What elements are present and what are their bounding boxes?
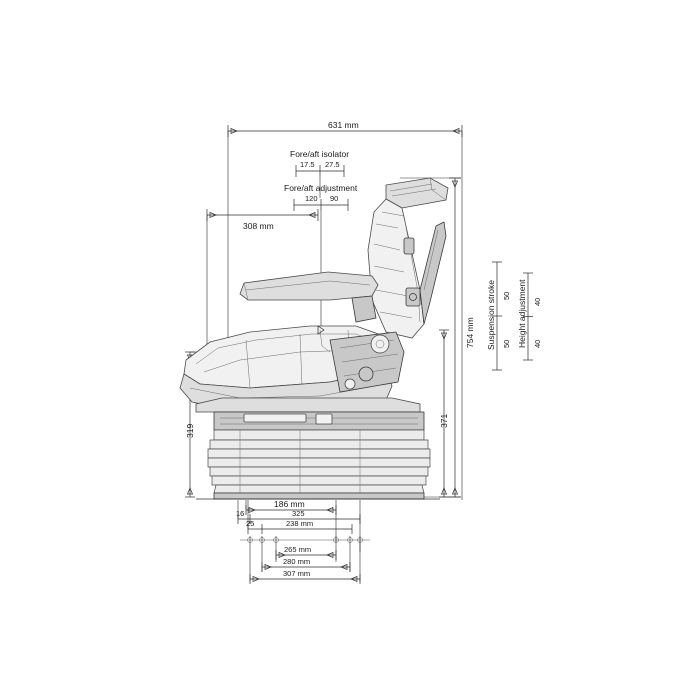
label-fore-aft-isolator-left: 17.5 — [300, 160, 315, 169]
label-height-adjustment-lower: 40 — [533, 339, 542, 348]
label-overall-height: 754 mm — [465, 317, 475, 348]
label-base-280: 280 mm — [283, 557, 311, 566]
label-seat-depth: 308 mm — [243, 221, 274, 231]
label-base-25: 25 — [246, 519, 255, 528]
label-base-307: 307 mm — [283, 569, 311, 578]
label-suspension-stroke: Suspension stroke — [486, 280, 496, 350]
label-fore-aft-adjustment: Fore/aft adjustment — [284, 183, 358, 193]
label-seat-height: 319 — [185, 423, 195, 438]
label-fore-aft-adjustment-right: 90 — [330, 194, 339, 203]
label-fore-aft-isolator: Fore/aft isolator — [290, 149, 350, 159]
label-fore-aft-adjustment-left: 120 — [305, 194, 318, 203]
label-fore-aft-isolator-right: 27.5 — [325, 160, 340, 169]
label-base-325: 325 — [292, 509, 305, 518]
label-height-adjustment: Height adjustment — [517, 279, 527, 348]
label-base-height: 371 — [439, 413, 449, 428]
label-overall-width: 631 mm — [328, 120, 359, 130]
label-suspension-stroke-lower: 50 — [502, 339, 511, 348]
dimension-fore-aft-adjustment — [294, 199, 348, 330]
label-base-186: 186 mm — [274, 499, 305, 509]
label-height-adjustment-upper: 40 — [533, 297, 542, 306]
label-base-16: 16 — [236, 509, 245, 518]
label-base-238: 238 mm — [286, 519, 314, 528]
label-base-265: 265 mm — [284, 545, 312, 554]
seat-illustration — [180, 178, 448, 499]
label-suspension-stroke-upper: 50 — [502, 291, 511, 300]
